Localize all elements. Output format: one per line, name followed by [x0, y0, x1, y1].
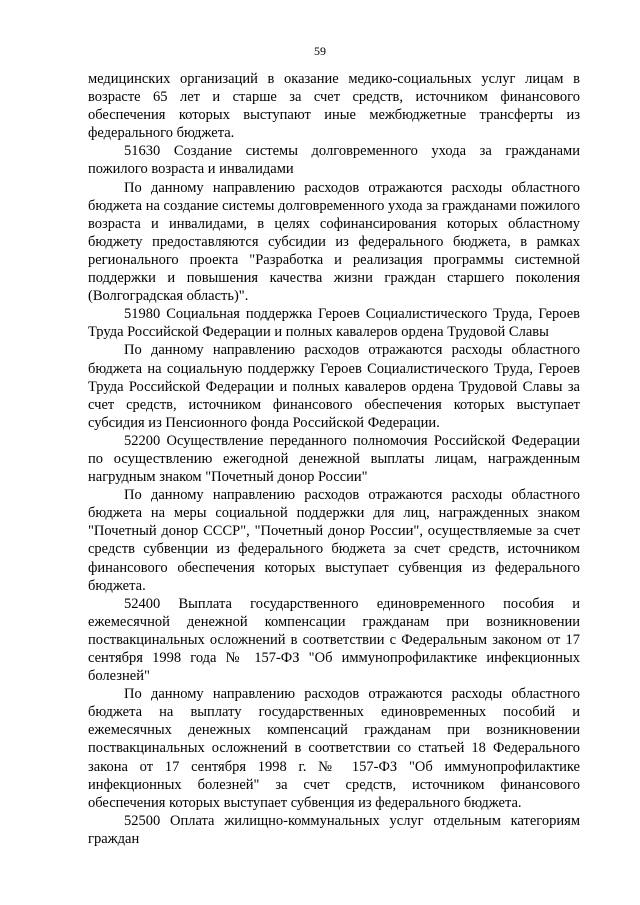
heading-52500: 52500 Оплата жилищно-коммунальных услуг отдельным категориям граждан	[88, 812, 580, 847]
document-body	[88, 70, 580, 848]
heading-51630: 51630 Создание системы долговременного ухода за гражданами пожилого возраста и инвалидами	[88, 143, 580, 178]
paragraph-52200: По данному направлению расходов отражаются расходы областного бюджета на меры социальной поддержки для лиц, награжденных знаком "Почетный донор СССР", "Почетный донор России", осуществляемые за счет средств субвенции из федерального бюджета за счет средств, источником финансового обеспечения которых выступает субвенция из федерального бюджета.	[88, 487, 580, 594]
page-number: 59	[314, 44, 326, 58]
paragraph-52400: По данному направлению расходов отражаются расходы областного бюджета на выплату государственных единовременных пособий и ежемесячных денежных компенсаций гражданам при возникновении поствакцинальных осложнений в соответствии со статьей 18 Федерального закона от 17 сентября 1998 г. № 157-ФЗ "Об иммунопрофилактике инфекционных болезней" за счет средств, источником финансового обеспечения которых выступает субвенция из федерального бюджета.	[88, 686, 580, 811]
paragraph-continuation: медицинских организаций в оказание медико-социальных услуг лицам в возрасте 65 лет и старше за счет средств, источником финансового обеспечения которых выступают иные межбюджетные трансферты из федерального бюджета.	[88, 71, 580, 142]
paragraph-51630: По данному направлению расходов отражаются расходы областного бюджета на создание системы долговременного ухода за гражданами пожилого возраста и инвалидами, в целях софинансирования которых областному бюджету предоставляются субсидии из федерального бюджета, в рамках регионального проекта "Разработка и реализация программы системной поддержки и повышения качества жизни граждан старшего поколения (Волгоградская область)".	[88, 179, 580, 305]
heading-51980: 51980 Социальная поддержка Героев Социалистического Труда, Героев Труда Российской Федерации и полных кавалеров ордена Трудовой Славы	[88, 306, 580, 341]
heading-52400: 52400 Выплата государственного единовременного пособия и ежемесячной денежной компенсации гражданам при возникновении поствакцинальных осложнений в соответствии с Федеральным законом от 17 сентября 1998 года № 157-ФЗ "Об иммунопрофилактике инфекционных болезней"	[88, 595, 580, 685]
paragraph-51980: По данному направлению расходов отражаются расходы областного бюджета на социальную поддержку Героев Социалистического Труда, Героев Труда Российской Федерации и полных кавалеров ордена Трудовой Славы за счет средств, источником финансового обеспечения которых выступает субсидия из Пенсионного фонда Российской Федерации.	[88, 342, 580, 431]
heading-52200: 52200 Осуществление переданного полномочия Российской Федерации по осуществлению ежегодной денежной выплаты лицам, награжденным нагрудным знаком "Почетный донор России"	[88, 432, 580, 486]
